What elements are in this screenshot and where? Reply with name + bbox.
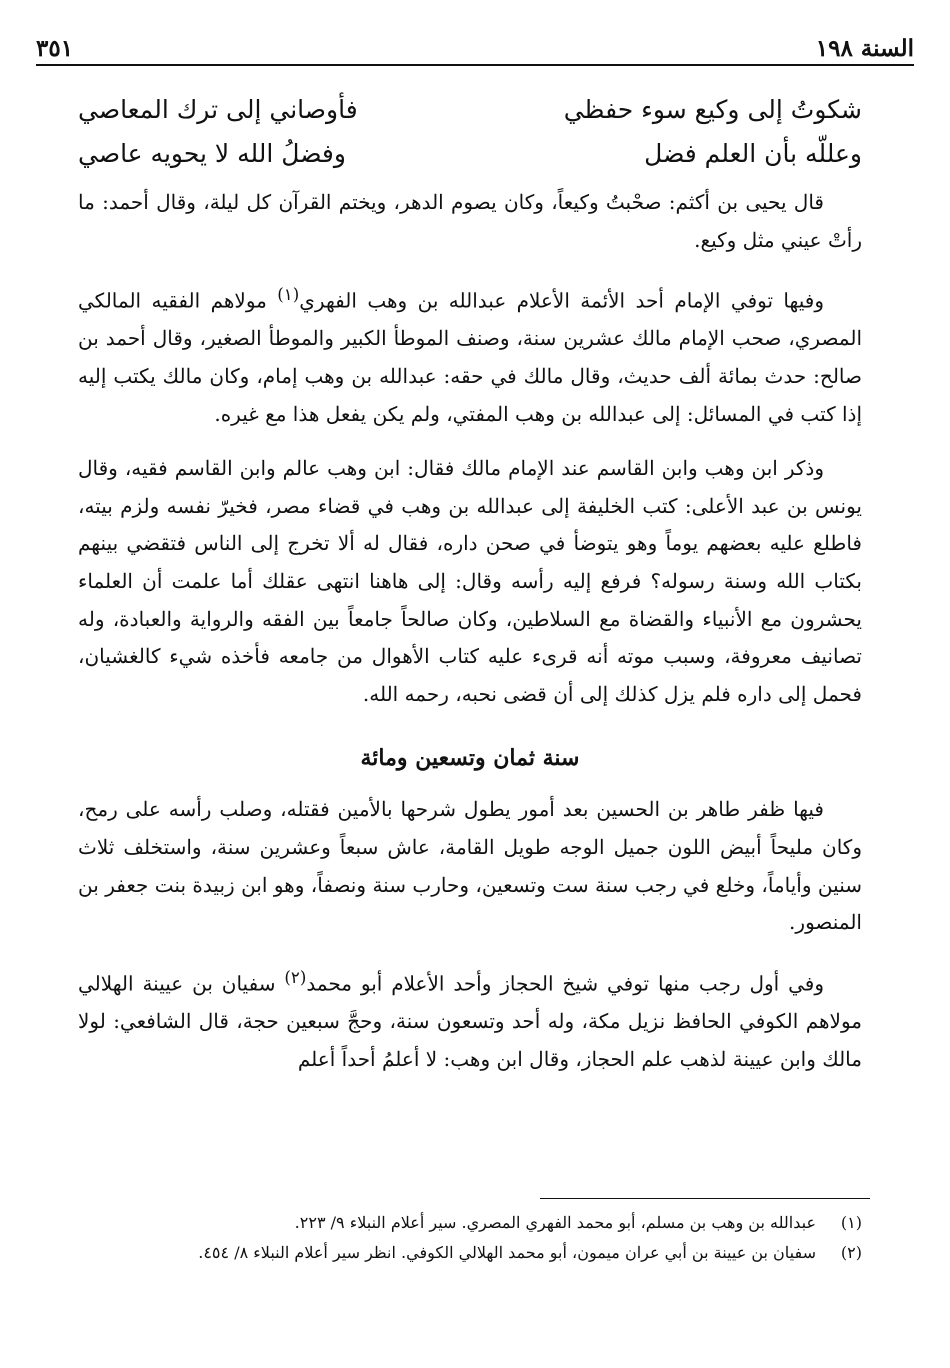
footnote-number: (٢): [840, 1243, 862, 1262]
poem-verse: [78, 132, 862, 176]
footnote: [78, 1208, 862, 1238]
paragraph-text: مولاهم الفقيه المالكي المصري، صحب الإمام مالك عشرين سنة، وصنف الموطأ الكبير والموطأ الصغير، وقال أحمد بن صالح: حدث بمائة ألف حديث، وقال مالك في حقه: عبدالله بن وهب إمام، وكان مالك يكتب إليه إذا كتب في المسائل: إلى عبدالله بن وهب المفتي، ولم يكن يفعل هذا مع غيره.: [78, 288, 862, 426]
footnote-rule: [540, 1198, 870, 1199]
footnotes: [78, 1208, 862, 1268]
page-number: ٣٥١: [36, 35, 74, 62]
footnote: [78, 1238, 862, 1268]
paragraph: قال يحيى بن أكثم: صحْبتُ وكيعاً، وكان يصوم الدهر، ويختم القرآن كل ليلة، وقال أحمد: ما رأتْ عيني مثل وكيع.: [78, 190, 862, 252]
paragraph: وذكر ابن وهب وابن القاسم عند الإمام مالك فقال: ابن وهب عالم وابن القاسم فقيه، وقال يونس بن عبد الأعلى: كتب الخليفة إلى عبدالله بن وهب في قضاء مصر، فخيرّ نفسه ولزم بيته، فاطلع عليه بعضهم يوماً وهو يتوضأ في صحن داره، فقال له ألا تخرج إلى الناس فتقضي بينهم بكتاب الله وسنة رسوله؟ فرفع إليه رأسه وقال: إلى هاهنا انتهى عقلك أما علمت أن العلماء يحشرون مع الأنبياء والقضاة مع السلاطين، وكان صالحاً جامعاً بين الفقه والرواية والعبادة، وله تصانيف معروفة، وسبب موته أنه قرىء عليه كتاب الأهوال من جامعه فأخذه شيء كالغشيان، فحمل إلى داره فلم يزل كذلك إلى أن قضى نحبه، رحمه الله.: [78, 456, 862, 706]
hemistich-first: وعللّه بأن العلم فضل: [644, 139, 862, 168]
hemistich-second: فأوصاني إلى ترك المعاصي: [78, 95, 358, 124]
footnote-text: عبدالله بن وهب بن مسلم، أبو محمد الفهري المصري. سير أعلام النبلاء ٩/ ٢٢٣.: [294, 1213, 816, 1232]
poem-block: [78, 88, 862, 176]
footnote-text: سفيان بن عيينة بن أبي عران ميمون، أبو محمد الهلالي الكوفي. انظر سير أعلام النبلاء ٨/ ٤٥٤.: [198, 1243, 816, 1262]
running-head: [36, 22, 914, 62]
footnote-ref: (١): [277, 285, 300, 305]
running-title: السنة ١٩٨: [815, 35, 914, 62]
footnote-number: (١): [840, 1213, 862, 1232]
paragraph: فيها ظفر طاهر بن الحسين بعد أمور يطول شرحها بالأمين فقتله، وصلب رأسه على رمح، وكان مليحاً أبيض اللون جميل الوجه طويل القامة، عاش سبعاً وعشرين سنة، واستخلف ثلاث سنين وأياماً، وخلع في رجب سنة ست وتسعين، وحارب سنة ونصفاً، وهو ابن زبيدة بنت جعفر بن المنصور.: [78, 797, 862, 935]
footnote-ref: (٢): [284, 967, 307, 987]
main-text: [78, 184, 862, 1095]
paragraph-text: وفي أول رجب منها توفي شيخ الحجاز وأحد الأعلام أبو محمد: [306, 971, 824, 996]
header-rule: [36, 64, 914, 66]
hemistich-second: وفضلُ الله لا يحويه عاصي: [78, 139, 346, 168]
paragraph: [78, 276, 862, 433]
hemistich-first: شكوتُ إلى وكيع سوء حفظي: [563, 95, 862, 124]
paragraph-text: سفيان بن عيينة الهلالي مولاهم الكوفي الحافظ نزيل مكة، وله أحد وتسعون سنة، وحجَّ سبعين حجة، قال الشافعي: لولا مالك وابن عيينة لذهب علم الحجاز، وقال ابن وهب: لا أعلمُ أحداً أعلم: [78, 971, 862, 1071]
paragraph-text: وفيها توفي الإمام أحد الأئمة الأعلام عبدالله بن وهب الفهري: [299, 288, 824, 313]
poem-verse: [78, 88, 862, 132]
section-heading: سنة ثمان وتسعين ومائة: [360, 745, 580, 772]
paragraph: [78, 959, 862, 1078]
